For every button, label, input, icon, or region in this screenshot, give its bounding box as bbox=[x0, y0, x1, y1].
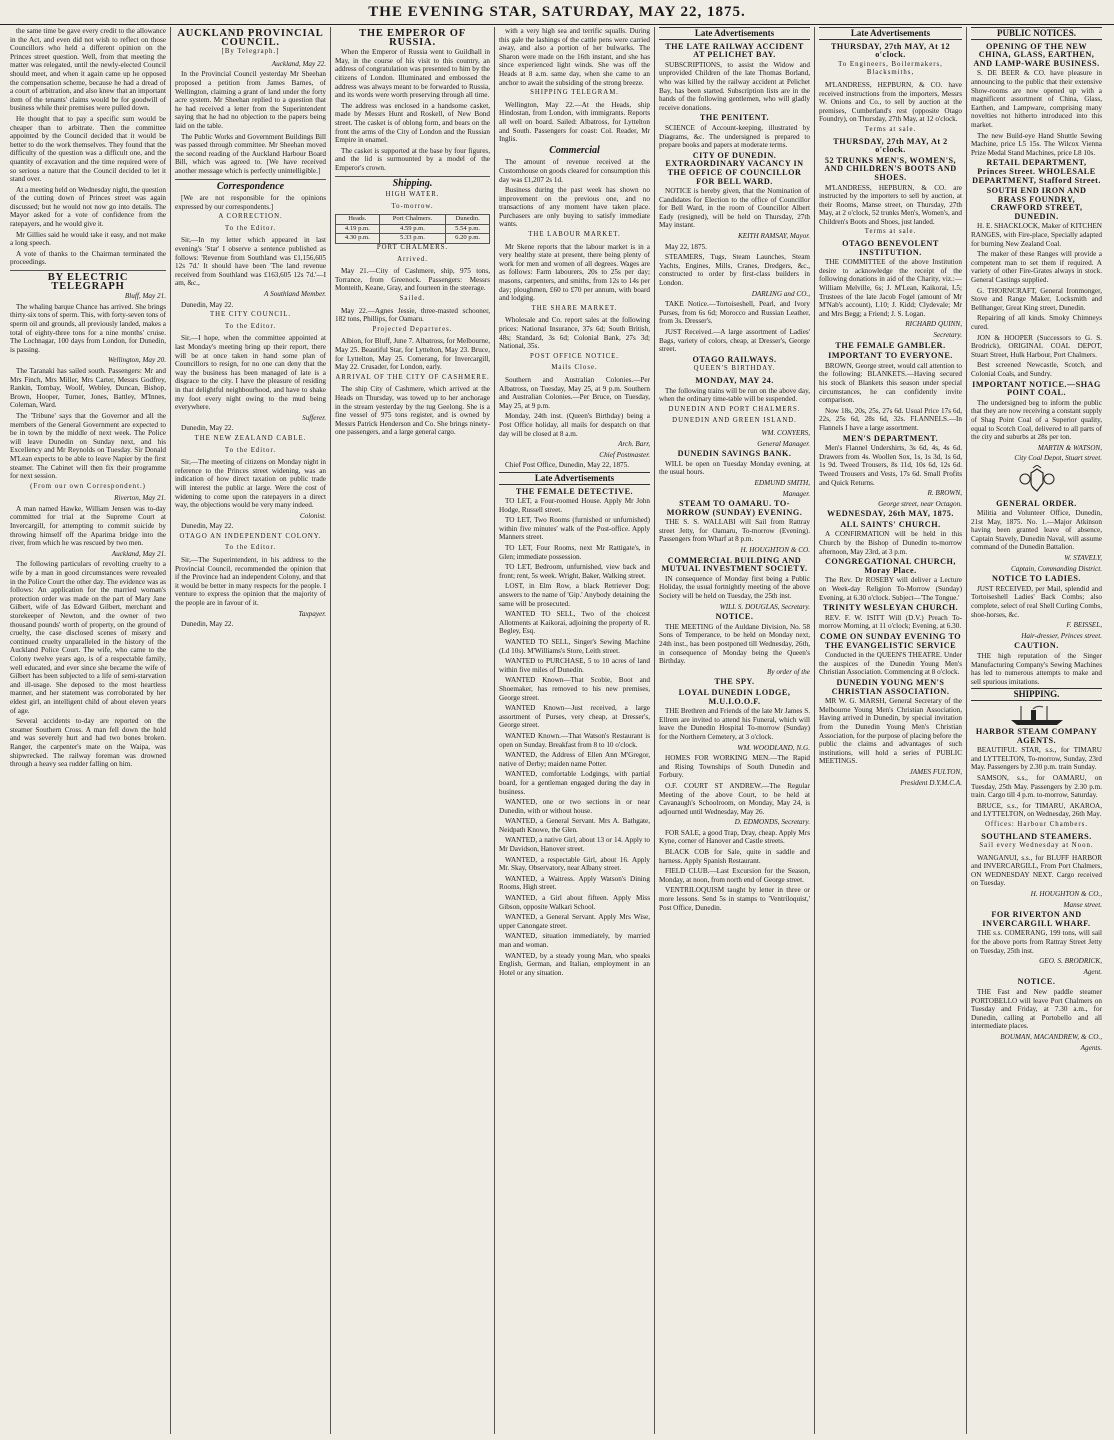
signature: EDMUND SMITH, bbox=[754, 478, 810, 487]
classified-ad: WANTED, a General Servant. Apply Mrs Wise, upper Canongate street. bbox=[499, 913, 650, 930]
article-text: Mr Skene reports that the labour market is in a very healthy state at present, there being plenty of work for men and women of all degrees. Wages are as follows: Farm labourers, 20s to 25s per day; masons, carpenters, and smiths, from 12s to 14s per day; ploughmen, £60 to £70 per annum, with board and lodging. bbox=[499, 242, 650, 303]
masthead: THE EVENING STAR, SATURDAY, MAY 22, 1875. bbox=[0, 0, 1114, 25]
signature: George street, near Octagon. bbox=[878, 499, 962, 508]
ad-text: JUST RECEIVED, per Mail, splendid and Tortoiseshell Ladies' Back Combs; also complete, select of real Shell Curling Combs, shoe-horses, &c. bbox=[971, 584, 1102, 619]
section-heading: THE EMPEROR OF RUSSIA. bbox=[359, 28, 466, 48]
ad-title: CITY OF DUNEDIN. EXTRAORDINARY VACANCY IN THE OFFICE OF COUNCILLOR FOR BELL WARD. bbox=[665, 150, 804, 186]
ad-text: FOR SALE, a good Trap, Dray, cheap. Apply Mrs Kyne, corner of Hanover and Castle streets. bbox=[659, 828, 810, 846]
article-text: Southern and Australian Colonies.—Per Albatross, on Tuesday, May 25, at 9 p.m. Southern and Australian Colonies.—Per Bruce, on Tuesday, May 25, at 9 p.m. bbox=[499, 375, 650, 410]
commercial-heading: Commercial bbox=[549, 144, 600, 156]
letter-text: Sir,—I hope, when the committee appointed at last Monday's meeting bring up their report, there will be at once taken in hand some plan of Councillors to resign, for no one can deny that the way the business has been managed of late is a disgrace to the city. I have the pleasure of residing in that delightful neighbourhood, and have to shake my foot every night owing to the mud being everywhere. bbox=[175, 334, 326, 412]
late-ads-heading: Late Advertisements bbox=[659, 27, 810, 40]
date-line: Chief Post Office, Dunedin, May 22, 1875. bbox=[505, 461, 630, 470]
signature: Manse street. bbox=[1063, 900, 1102, 909]
signature: WM. WOODLAND, N.G. bbox=[737, 743, 810, 752]
ad-text: Conducted in the QUEEN'S THEATRE. Under the auspices of the Dunedin Young Men's Christian Association. Commencing at 8 o'clock. bbox=[819, 651, 962, 677]
ad-title: GENERAL ORDER. bbox=[996, 498, 1077, 508]
article-text: At a meeting held on Wednesday night, the question of the cutting down of Princes street was again discussed; but he would not now go into details. The Mayor asked for a vote of confidence from the ratepayers, and he would give it. bbox=[10, 185, 166, 229]
dateline: Auckland, May 21. bbox=[111, 549, 166, 558]
shipping-text: May 21.—City of Cashmere, ship, 975 tons, Torrance, from Greenock. Passengers: Messrs Monteith, Keane, Gray, and fourteen in the steerage. bbox=[335, 267, 490, 293]
ad-text: M'LANDRESS, HEPBURN, & CO. have received instructions from the importers, Messrs W. Onions and Co., to sell by auction at the premises, Cumberland's rest (opposite Otago Foundry), on Thursday, 27th May, at 12 o'clock. bbox=[819, 80, 962, 124]
late-ads-heading: Late Advertisements bbox=[499, 472, 650, 485]
column-1 bbox=[6, 27, 170, 1434]
ad-title: MEN'S DEPARTMENT. bbox=[842, 433, 939, 443]
ad-text: The undersigned beg to inform the public that they are now receiving a constant supply of Shag Point Coal of a Superior quality, equal to Scotch Coal, delivered to all parts of the city and suburbs at 28s per ton. bbox=[971, 398, 1102, 442]
signature: Secretary. bbox=[933, 331, 962, 339]
ad-text: THE Brethren and Friends of the late Mr James S. Ellrem are invited to attend his Funeral, which will leave the Dunedin Hospital To-morrow (Sunday) for the Northern Cemetery, at 3 o'clock. bbox=[659, 707, 810, 741]
section-subheading: [By Telegraph.] bbox=[221, 48, 280, 56]
classified-ad: WANTED, situation immediately, by married man and woman. bbox=[499, 932, 650, 949]
classified-ad: WANTED, a native Girl, about 13 or 14. Apply to Mr Davidson, Hanover street. bbox=[499, 836, 650, 854]
signature: WM. CONYERS, bbox=[761, 428, 810, 437]
high-water-subheading: To-morrow. bbox=[391, 202, 434, 210]
ad-title: ALL SAINTS' CHURCH. bbox=[840, 519, 941, 529]
letter-heading: THE CITY COUNCIL. bbox=[209, 311, 292, 319]
ad-title: COMMERCIAL BUILDING AND MUTUAL INVESTMENT SOCIETY. bbox=[661, 555, 808, 574]
article-text: The Taranaki has sailed south. Passengers: Mr and Mrs Finch, Mrs Miller, Mrs Carter, Messrs Godfrey, Rankin, Tombay, Woolf, Webley, Duncan, Bishop, Brown, Hooper, Turner, Jones, Battley, M'Innes, Coleman, Ward. bbox=[10, 366, 166, 410]
correspondent-note: (From our own Correspondent.) bbox=[30, 482, 146, 490]
ad-text: The maker of these Ranges will provide a competent man to set them if required. A variety of other Fire-Grates always in stock. General Castings supplied. bbox=[971, 250, 1102, 285]
ad-text: WANGANUI, s.s., for BLUFF HARBOR and INVERCARGILL, From Port Chalmers, ON WEDNESDAY NEXT. Cargo received on Tuesday. bbox=[971, 853, 1102, 888]
letter-heading: THE NEW ZEALAND CABLE. bbox=[194, 434, 307, 442]
article-text: In the Provincial Council yesterday Mr Sheehan proposed a petition from James Barnes, of Wellington, claiming a grant of land under the forty acre system. Mr Sheehan replied to a question that he had received a letter from the Superintendent saying that he had no objection to the papers being laid on the table. bbox=[175, 70, 326, 130]
ad-title: FOR RIVERTON AND INVERCARGILL WHARF. bbox=[982, 910, 1091, 928]
table-cell: 4.30 p.m. bbox=[336, 234, 380, 244]
column-7 bbox=[966, 27, 1106, 1434]
ad-text: NOTICE is hereby given, that the Nomination of Candidates for Election to the office of Councillor for Bell Ward, in the room of Councillor Albert Eady (resigned), will be held on Thursday, 27th May instant. bbox=[659, 187, 810, 230]
shipping-heading: SHIPPING. bbox=[971, 688, 1102, 701]
arrived-heading: Arrived. bbox=[397, 255, 428, 263]
letter-addressee: To the Editor. bbox=[224, 224, 277, 232]
signature: MARTIN & WATSON, bbox=[1037, 443, 1102, 452]
ad-text: HOMES FOR WORKING MEN.—The Rapid and Rising Townships of South Dunedin and Forbury. bbox=[659, 754, 810, 780]
table-cell: 5.54 p.m. bbox=[446, 224, 490, 234]
ad-terms: Terms at sale. bbox=[864, 228, 917, 236]
article-text: He thought that to pay a specific sum would be cheaper than to arbitrate. Then the committee appointed by the Council decided that it would be better to do the work themselves. They found that the difficulty of the question was a difficult one, and the quantity of excavation and the time required were of so serious a nature that the Council decided to let it stand over. bbox=[10, 114, 166, 184]
ad-title: RETAIL DEPARTMENT, Princes Street. WHOLESALE DEPARTMENT, Stafford Street. bbox=[972, 158, 1101, 185]
ad-title: 52 TRUNKS MEN'S, WOMEN'S, AND CHILDREN'S BOOTS AND SHOES. bbox=[824, 155, 957, 182]
article-text: A vote of thanks to the Chairman terminated the proceedings. bbox=[10, 249, 166, 267]
signature: City Coal Depot, Stuart street. bbox=[1014, 454, 1102, 463]
ad-title: STEAM TO OAMARU. TO-MORROW (SUNDAY) EVENING. bbox=[666, 499, 803, 517]
letter-signature: Colonist. bbox=[299, 511, 326, 520]
ad-text: THE Fast and New paddle steamer PORTOBELLO will leave Port Chalmers on Tuesday and Friday, at 7.30 a.m., for Dunedin, calling at Portobello and all intermediate places. bbox=[971, 988, 1102, 1031]
ad-text: SUBSCRIPTIONS, to assist the Widow and unprovided Children of the late Thomas Borland, who was killed by the railway accident at Pelichet Bay, has been started. Subscription lists are in the hands of the following gentlemen, who will gladly receive donations. bbox=[659, 60, 810, 112]
signature: D. EDMONDS, Secretary. bbox=[734, 818, 810, 827]
ad-subtitle: Sail every Wednesday at Noon. bbox=[979, 842, 1094, 850]
ad-subtitle: QUEEN'S BIRTHDAY. bbox=[693, 365, 776, 373]
table-cell: 6.20 p.m. bbox=[446, 234, 490, 244]
signature: President D.Y.M.C.A. bbox=[900, 778, 962, 787]
ad-text: The Rev. Dr ROSEBY will deliver a Lecture on Week-day Religion To-Morrow (Sunday) Evening, at 6.30 o'clock. Subject—'The Tongue.' bbox=[819, 576, 962, 602]
ad-text: THE MEETING of the Auldane Division, No. 58 Sons of Temperance, to be held on Monday next, 24th inst., has been postponed till Wednesday, 26th, in consequence of Monday being the Queen's Birthday. bbox=[659, 622, 810, 666]
column-3 bbox=[330, 27, 494, 1434]
article-text: Wholesale and Co. report sales at the following prices: National Insurance, 37s 6d; South British, 48s; Standard, 3s 6d; Colonial Bank, 27s 3d; National, 35s. bbox=[499, 316, 650, 351]
ad-text: JON & HOOPER (Successors to G. S. Brodrick), ORIGINAL COAL DEPOT, Stuart Street, Hulk Harbour, Port Chalmers. bbox=[971, 333, 1102, 359]
ad-title: NOTICE. bbox=[1017, 977, 1056, 987]
ad-text: BLACK COB for Sale, quite in saddle and harness. Apply Spanish Restaurant. bbox=[659, 848, 810, 865]
ad-title: WEDNESDAY, 26th MAY, 1875. bbox=[827, 509, 954, 519]
high-water-heading: HIGH WATER. bbox=[385, 191, 440, 199]
ad-text: O.F. COURT ST ANDREW.—The Regular Meeting of the above Court, to be held at Cavanaugh's Schoolroom, on Monday, May 24, is adjourned until Wednesday, May 26. bbox=[659, 781, 810, 816]
ad-text: REV. F. W. ISITT Will (D.V.) Preach To-morrow Morning, at 11 o'clock; Evening, at 6.30. bbox=[819, 613, 962, 631]
ad-subtitle: To Engineers, Boilermakers, Blacksmiths, bbox=[838, 60, 943, 77]
article-text: Business during the past week has shown no improvement on the previous one, and no transactions of any moment have taken place. Purchasers are only buying to satisfy immediate wants. bbox=[499, 186, 650, 229]
date-line: May 22, 1875. bbox=[665, 242, 707, 251]
steamship-icon bbox=[971, 704, 1102, 726]
article-text: Monday, 24th inst. (Queen's Birthday) being a Post Office holiday, all mails for despatch on that day will be closed at 8 a.m. bbox=[499, 412, 650, 438]
section-heading: BY ELECTRIC TELEGRAPH bbox=[47, 272, 129, 292]
signature: GEO. S. BRODRICK, bbox=[1039, 957, 1102, 966]
letter-signature: Sufferer. bbox=[302, 413, 326, 422]
signature: R. BROWN, bbox=[927, 489, 962, 498]
departures-heading: Projected Departures. bbox=[372, 325, 453, 333]
signature: H. HOUGHTON & CO., bbox=[1030, 890, 1102, 899]
arrival-heading: ARRIVAL OF THE CITY OF CASHMERE. bbox=[335, 373, 490, 381]
letter-date: Dunedin, May 22. bbox=[181, 300, 234, 309]
letter-addressee: To the Editor. bbox=[224, 322, 277, 330]
port-heading: PORT CHALMERS. bbox=[376, 244, 449, 252]
offices-line: Offices: Harbour Chambers. bbox=[984, 820, 1089, 828]
signature: DARLING and CO., bbox=[751, 289, 810, 298]
ad-title: NOTICE TO LADIES. bbox=[992, 574, 1081, 584]
ad-title: THE LATE RAILWAY ACCIDENT AT PELICHET BAY. bbox=[665, 41, 804, 60]
shipping-text: May 22.—Agnes Jessie, three-masted schooner, 182 tons, Phillips, for Oamaru. bbox=[335, 306, 490, 324]
ad-text: Militia and Volunteer Office, Dunedin, 21st May, 1875. No. 1.—Major Atkinson having been granted leave of absence, Captain Stavely, Dunedin Naval, will assume command of the Dunedin Battalion. bbox=[971, 509, 1102, 552]
ad-text: Now 18s, 20s, 25s, 27s 6d. Usual Price 17s 6d, 22s, 25s 6d, 28s 6d, 32s. FLANNELS.—In Flannels I have a large assortment. bbox=[819, 406, 962, 432]
ad-title: HARBOR STEAM COMPANY AGENTS. bbox=[975, 726, 1098, 745]
ad-title: DUNEDIN YOUNG MEN'S CHRISTIAN ASSOCIATION. bbox=[831, 677, 950, 696]
classified-ad: WANTED, by a steady young Man, who speaks English, German, and Italian, employment in an Hotel or any situation. bbox=[499, 951, 650, 977]
signature: By order of the bbox=[766, 667, 810, 676]
ad-text: MR W. G. MARSH, General Secretary of the Melbourne Young Men's Christian Association, Having arrived in Dunedin, by special invitation from the Dunedin Young Men's Christian Association, for the purpose of placing before the public the claims and advantages of such institutions, will hold a series of PUBLIC MEETINGS. bbox=[819, 697, 962, 766]
share-heading: THE SHARE MARKET. bbox=[531, 304, 618, 312]
classified-ad: WANTED Known.—That Watson's Restaurant is open on Sunday. Breakfast from 8 to 10 o'clock. bbox=[499, 731, 650, 749]
signature: Hair-dresser, Princes street. bbox=[1021, 631, 1102, 640]
ad-text: M'LANDRESS, HEPBURN, & CO. are instructed by the importers to sell by auction, at their Rooms, Manse street, on Thursday, 27th May, at 2 o'clock, 52 trunks Men's, Women's, and Children's Boots and Shoes, just landed. bbox=[819, 183, 962, 226]
article-text: Wellington, May 22.—At the Heads, ship Hindostan, from London, with immigrants. Reports all well on board. Sailed: Albatross, for Lyttelton and South. Passengers for coast: Col. Reader, Mr Inglis. bbox=[499, 100, 650, 144]
ad-title: COME ON SUNDAY EVENING TO THE EVANGELISTIC SERVICE bbox=[819, 632, 962, 650]
ad-title: OTAGO RAILWAYS. bbox=[692, 354, 777, 364]
labour-heading: THE LABOUR MARKET. bbox=[528, 231, 621, 239]
signature: H. HOUGHTON & CO. bbox=[740, 546, 810, 555]
sailed-heading: Sailed. bbox=[399, 295, 426, 303]
signature: JAMES FULTON, bbox=[909, 767, 962, 776]
signature: W. STAVELY, bbox=[1064, 554, 1102, 563]
column-6 bbox=[814, 27, 966, 1434]
ad-text: BEAUTIFUL STAR, s.s., for TIMARU and LYTTELTON, To-morrow, Sunday, 23rd May. Passengers by 2.30 p.m. train Sunday. bbox=[971, 746, 1102, 772]
signature: Agents. bbox=[1080, 1043, 1102, 1052]
classified-ad: TO LET, a Four-roomed House. Apply Mr John Hodge, Russell street. bbox=[499, 497, 650, 514]
high-water-table bbox=[335, 214, 490, 244]
ad-terms: Terms at sale. bbox=[864, 125, 917, 133]
classified-ad: LOST, in Elm Row, a black Retriever Dog; answers to the name of 'Gip.' Anybody detaining the same will be prosecuted. bbox=[499, 582, 650, 608]
ad-text: VENTRILOQUISM taught by letter in three or more lessons. Send 5s in stamps to 'Ventriloquist,' Post Office, Dunedin. bbox=[659, 886, 810, 912]
ad-text: JUST Received.—A large assortment of Ladies' Bags, variety of colors, cheap, at Dresser's, George street. bbox=[659, 328, 810, 354]
ad-title: THURSDAY, 27th MAY, At 12 o'clock. bbox=[830, 41, 951, 60]
ad-text: BROWN, George street, would call attention to the following: BLANKETS.—Having secured his stock of Blankets this season under special circumstances, he can confidently invite comparison. bbox=[819, 361, 962, 405]
ad-text: SAMSON, s.s., for OAMARU, on Tuesday, 25th May. Passengers by 2.30 p.m. train. Cargo till 4 p.m. to-morrow, Saturday. bbox=[971, 773, 1102, 800]
ad-title: DUNEDIN SAVINGS BANK. bbox=[677, 449, 792, 459]
ad-text: FIELD CLUB.—Last Excursion for the Season, Monday, at noon, from north end of George street. bbox=[659, 867, 810, 884]
ad-title: IMPORTANT TO EVERYONE. bbox=[828, 351, 953, 361]
classified-ad: WANTED to PURCHASE, 5 to 10 acres of land within five miles of Dunedin. bbox=[499, 657, 650, 674]
ad-title: THE PENITENT. bbox=[699, 113, 770, 123]
classified-ad: WANTED TO SELL, Two of the choicest Allotments at Kaikorai, adjoining the property of R. Begley, Esq. bbox=[499, 610, 650, 636]
letter-heading: OTAGO AN INDEPENDENT COLONY. bbox=[179, 532, 322, 540]
dateline: Bluff, May 21. bbox=[124, 292, 166, 301]
letter-addressee: To the Editor. bbox=[224, 446, 277, 454]
signature: Manager. bbox=[782, 489, 810, 498]
ad-text: STEAMERS, Tugs, Steam Launches, Steam Yachts, Engines, Mills, Cranes, Dredgers, &c., constructed to order by first-class builders in London. bbox=[659, 253, 810, 288]
telegram-heading: SHIPPING TELEGRAM. bbox=[530, 89, 619, 97]
rail-line: DUNEDIN AND PORT CHALMERS. bbox=[668, 405, 801, 413]
table-cell: 5.33 p.m. bbox=[379, 234, 446, 244]
article-text: The following particulars of revolting cruelty to a wife by a man in good circumstances were revealed in the Police Court the other day. The evidence was as follows: An application for the married woman's protection order was made on the part of Mary Jane Gilbert, wife of Jas Edward Gilbert, merchant and storekeeper of Newton, and the owner of two thousand pounds' worth of property, on the ground of cruelty, the case disclosed scenes of misery and continued cruelty unparalleled in the history of the Auckland Police Court. The wife, who came to the Colony twelve years ago, is of a respectable family, well educated, and ever since she became the wife of Gilbert has been subjected to a life of semi-starvation and ill-usage. She deposed to the most heartless manner, and her statement was corroborated by her eldest girl, an intelligent child of about eleven years of age. bbox=[10, 560, 166, 715]
ad-text: TAKE Notice.—Tortoiseshell, Pearl, and Ivory Purses, from 6s 6d; Morocco and Russian Leather, from 3s. Dresser's. bbox=[659, 300, 810, 326]
correspondence-heading: Correspondence bbox=[216, 180, 285, 192]
ad-text: A CONFIRMATION will be held in this Church by the Bishop of Dunedin to-morrow afternoon, May 23rd, at 3 p.m. bbox=[819, 530, 962, 556]
divider bbox=[175, 179, 326, 180]
ad-text: THE S. S. WALLABI will Sail from Rattray street Jetty, for Oamaru, To-morrow (Evening). Passengers from Wharf at 8 p.m. bbox=[659, 518, 810, 544]
dateline: Riverton, May 21. bbox=[114, 494, 166, 503]
ad-text: The new Build-eye Hand Shuttle Sewing Machine, price L5 15s. The Wilcox Vienna Prize Medal Stand Machines, price L8 10s. bbox=[971, 131, 1102, 157]
ad-title: SOUTHLAND STEAMERS. bbox=[981, 831, 1092, 841]
letter-heading: A CORRECTION. bbox=[218, 213, 283, 221]
ad-title: CAUTION. bbox=[1014, 641, 1059, 651]
dateline: Wellington, May 20. bbox=[107, 356, 166, 365]
editorial-note: [We are not responsible for the opinions expressed by our correspondents.] bbox=[175, 194, 326, 211]
dateline: Auckland, May 22. bbox=[271, 59, 326, 68]
letter-date: Dunedin, May 22. bbox=[181, 424, 234, 433]
classified-ad: WANTED, a Waitress. Apply Watson's Dining Rooms, High street. bbox=[499, 874, 650, 892]
ad-title: IMPORTANT NOTICE.—SHAG POINT COAL. bbox=[972, 379, 1101, 398]
ad-title: OTAGO BENEVOLENT INSTITUTION. bbox=[842, 239, 939, 257]
classified-ad: TO LET, Bedroom, unfurnished, view back and front; rent, 5s week. Wright, Baker, Walking street. bbox=[499, 563, 650, 580]
column-4 bbox=[494, 27, 654, 1434]
ad-text: THE high reputation of the Singer Manufacturing Company's Sewing Machines has led to numerous attempts to make and sell spurious imitations. bbox=[971, 652, 1102, 686]
article-text: The amount of revenue received at the Customhouse on goods cleared for consumption this day was £1,207 2s 1d. bbox=[499, 158, 650, 184]
ad-text: IN consequence of Monday first being a Public Holiday, the usual fortnightly meeting of the above Society will be held on Tuesday, the 25th inst. bbox=[659, 574, 810, 601]
rail-line: DUNEDIN AND GREEN ISLAND. bbox=[672, 417, 797, 425]
article-text: with a very high sea and terrific squalls. During this gale the lashings of the cattle pens were carried away, and also a portion of her bulwarks. The Sharon were made on the 16th instant, and she has since experienced light winds. She was off the Heads at 8 a.m. same day, when she came to an anchor to await the subsiding of the strong breeze. bbox=[499, 27, 650, 87]
signature: RICHARD QUINN, bbox=[905, 320, 962, 329]
ad-text: THE s.s. COMERANG, 199 tons, will sail for the above ports from Rattray Street Jetty on Tuesday, 25th inst. bbox=[971, 929, 1102, 955]
ad-text: Men's Flannel Undershirts, 3s 6d, 4s, 4s 6d. Drawers from 4s. Woollen Sox, 1s, 1s 3d, 1s 6d, 1s 9d. Tweed Trousers, 8s 11d, 10s 6d, 12s 6d. Tweed Trousers and Vests, 17s 6d. Small Profits and Quick Returns. bbox=[819, 444, 962, 487]
letter-text: Sir,—The meeting of citizens on Monday night in reference to the Princes street widening, was an indication of how direct taxation on public trade will interest the public at large. Were the cost of widening to come upon the ratepayers in a direct way, the objections would be very many indeed. bbox=[175, 458, 326, 510]
ad-title: TRINITY WESLEYAN CHURCH. bbox=[822, 603, 959, 613]
royal-arms-icon bbox=[971, 465, 1102, 498]
signature: Chief Postmaster. bbox=[599, 450, 650, 459]
ad-text: WILL be open on Tuesday Monday evening, at the usual hours. bbox=[659, 459, 810, 477]
ad-text: H. E. SHACKLOCK, Maker of KITCHEN RANGES, with Fire-place, Specially adapted for burning New Zealand Coal. bbox=[971, 222, 1102, 248]
divider bbox=[10, 270, 166, 271]
article-text: The 'Tribune' says that the Governor and all the members of the General Government are expected to be in town by the middle of next week. The Police will leave Dunedin on Sunday next, and his Excellency and Mr Reynolds on Tuesday. Sir Donald M'Lean expects to be able to leave Napier by the first steamer. The Cabinet will then fix their programme for next session. bbox=[10, 411, 166, 481]
ad-title: LOYAL DUNEDIN LODGE, M.U.I.O.O.F. bbox=[678, 687, 791, 706]
letter-signature: Taxpayer. bbox=[298, 609, 326, 618]
ad-title: NOTICE. bbox=[715, 612, 754, 622]
shipping-heading: Shipping. bbox=[392, 177, 433, 189]
classified-ad: WANTED TO SELL, Singer's Sewing Machine (Ld 10s). M'Williams's Store, Leith street. bbox=[499, 638, 650, 655]
post-heading: POST OFFICE NOTICE. bbox=[530, 352, 619, 360]
classified-ad: WANTED, a respectable Girl, about 16. Apply Mr. Skay, Observatory, near Albany street. bbox=[499, 855, 650, 873]
ad-text: SCIENCE of Account-keeping, illustrated by Diagrams, &c. The undersigned is prepared to prepare books and papers at moderate terms. bbox=[659, 123, 810, 150]
column-2 bbox=[170, 27, 330, 1434]
signature: Agent. bbox=[1083, 967, 1102, 976]
ad-text: THE COMMITTEE of the above Institution desire to acknowledge the receipt of the following donations in aid of the Charity, viz.:— William Melville, 6s; J. M'Lean, Kaikorai, L5; Trustees of the late Jacob Fogel (amount of Mr M'Nab's account), L10; J. Kidd; Clydevale; Mr and Mrs Begg; a Friend; J. S. Logan. bbox=[819, 258, 962, 318]
ad-text: The following trains will be run on the above day, when the ordinary time-table will be suspended. bbox=[659, 386, 810, 404]
classified-ad: WANTED, the Address of Ellen Ann M'Gregor, native of Derby; maiden name Potter. bbox=[499, 751, 650, 768]
signature: F. BEISSEL, bbox=[1066, 621, 1102, 630]
article-text: The Public Works and Government Buildings Bill was passed through committee. Mr Sheehan moved the second reading of the Auckland Harbour Board Bill, which was agreed to. [We have received another message which is perfectly unintelligible.] bbox=[175, 132, 326, 175]
ad-text: S. DE BEER & CO. have pleasure in announcing to the public that their extensive Show-rooms are now opened up with a magnificent assortment of China, Glass, Earthen, and Lampware, comprising many novelties not hitherto introduced into this market. bbox=[971, 69, 1102, 129]
classified-ad: WANTED, comfortable Lodgings, with partial board, for a gentleman engaged during the day in business. bbox=[499, 770, 650, 796]
signature: BOUMAN, MACANDREW, & CO., bbox=[1000, 1032, 1102, 1041]
table-cell: 4.19 p.m. bbox=[336, 224, 380, 234]
ad-title: THURSDAY, 27th MAY, At 2 o'clock. bbox=[833, 136, 948, 155]
classified-ad: TO LET, Two Rooms (furnished or unfurnished) within five minutes' walk of the Post-office. Apply Manners street. bbox=[499, 516, 650, 542]
signature: Captain, Commanding District. bbox=[1010, 564, 1102, 573]
article-text: When the Emperor of Russia went to Guildhall in May, in the course of his visit to this country, an address of congratulation was presented to him by the citizens of London. Illuminated and embossed the address was always meant to be forwarded to Russia, and its words were worth preserving through all time. bbox=[335, 48, 490, 100]
table-header: Port Chalmers. bbox=[379, 215, 446, 225]
classified-ad: WANTED, a General Servant. Mrs A. Bathgate, Neidpath Knowe, the Glen. bbox=[499, 817, 650, 834]
section-heading: AUCKLAND PROVINCIAL COUNCIL. bbox=[177, 28, 324, 48]
table-header: Dunedin. bbox=[446, 215, 490, 225]
post-subheading: Mails Close. bbox=[551, 364, 598, 372]
ad-text: Repairing of all kinds. Smoky Chimneys cured. bbox=[971, 314, 1102, 331]
ad-text: Best screened Newcastle, Scotch, and Colonial Coals, and Sundry. bbox=[971, 361, 1102, 378]
column-5 bbox=[654, 27, 814, 1434]
letter-signature: A Southland Member. bbox=[264, 290, 326, 299]
classified-ad: WANTED Known—Just received, a large assortment of Purses, very cheap, at Dresser's, George street. bbox=[499, 704, 650, 730]
classified-ad: TO LET, Four Rooms, next Mr Rattigate's, in Glen; immediate possession. bbox=[499, 544, 650, 561]
letter-text: Sir,—In my letter which appeared in last evening's 'Star' I observe a sentence published as follows: 'Revenue from Southland was £1,156,605 12s 7d.' It should have been 'The land revenue received from Southland was £163,605 12s 7d.'—I am, &c., bbox=[175, 236, 326, 288]
shipping-text: The ship City of Cashmere, which arrived at the Heads on Thursday, was towed up to her anchorage in the stream yesterday by the tug Geelong. She is a fine vessel of 975 tons register, and is owned by Messrs Patrick Henderson and Co. She brings ninety-one passengers, and a large general cargo. bbox=[335, 385, 490, 437]
article-text: A man named Hawke, William Jensen was to-day committed for trial at the Supreme Court at Invercargill, for attempting to commit suicide by throwing himself off the Aparima bridge into the river, from which he was rescued by two men. bbox=[10, 504, 166, 548]
article-text: Mr Gillies said he would take it easy, and not make a long speech. bbox=[10, 230, 166, 248]
ad-text: BRUCE, s.s., for TIMARU, AKAROA, and LYTTELTON, on Wednesday, 26th May. bbox=[971, 801, 1102, 819]
ad-title: THE FEMALE GAMBLER. bbox=[835, 340, 946, 350]
letter-date: Dunedin, May 22. bbox=[181, 620, 234, 629]
ad-title: OPENING OF THE NEW CHINA, GLASS, EARTHEN, AND LAMP-WARE BUSINESS. bbox=[973, 41, 1100, 68]
article-text: The casket is supported at the base by four figures, and the lid is surmounted by a model of the Emperor's crown. bbox=[335, 146, 490, 172]
classified-ad: WANTED, a Girl about fifteen. Apply Miss Gibson, opposite Walkari School. bbox=[499, 894, 650, 911]
ad-title: MONDAY, MAY 24. bbox=[695, 375, 774, 385]
shipping-text: Albion, for Bluff, June 7. Albatross, for Melbourne, May 25. Beautiful Star, for Lyttelton, May 23. Bruce, for Lyttelton, May 25. Comerang, for Invercargill, May 22. Crusader, for London, early. bbox=[335, 337, 490, 372]
letter-text: Sir,—The Superintendent, in his address to the Provincial Council, recommended the opinion that if the Province had an independent Colony, and that it would be better in many respects for the people. I venture to express the opinion that the majority of the people are in favour of it. bbox=[175, 556, 326, 608]
signature: KEITH RAMSAY, Mayor. bbox=[737, 232, 810, 241]
public-notices-heading: PUBLIC NOTICES. bbox=[971, 27, 1102, 40]
ad-title: THE SPY. bbox=[714, 677, 755, 687]
ad-title: SOUTH END IRON AND BRASS FOUNDRY, CRAWFORD STREET, DUNEDIN. bbox=[986, 186, 1087, 221]
article-text: The whaling barque Chance has arrived. She brings thirty-six tons of sperm. This, with forty-seven tons of sperm oil and grounds, all previously landed, makes a total of eighty-three tons for a nine months' cruise. The Lochnagar, 100 days from London, for Dunedin, is passing. bbox=[10, 302, 166, 354]
classified-ad: WANTED, one or two sections in or near Dunedin, with or without house. bbox=[499, 798, 650, 815]
article-text: the same time be gave every credit to the allowance in the Act, and even did not wish to reflect on those Councillors who held a different opinion on the Princes street question. Well, from that meeting the matter was relegated, until the newly-elected Council should meet, and when it again came up he opposed the compensation scheme, because he had a dread of a court of arbitration, and also knew that an important item of the tenants' claims would be for goodwill of business while their premises were pulled down. bbox=[10, 27, 166, 113]
ad-text: G. THORNCRAFT, General Ironmonger, Stove and Range Maker, Locksmith and Bellhanger, Great King street, Dunedin. bbox=[971, 286, 1102, 312]
letter-date: Dunedin, May 22. bbox=[181, 522, 234, 531]
article-text: Several accidents to-day are reported on the steamer Southern Cross. A man fell down the hold and was severely hurt and had two bones broken. Ranger, the carpenter's mate on the Waipa, was shipwrecked. The railway foreman was drowned through a heavy sea rudder falling on him. bbox=[10, 717, 166, 769]
article-text: The address was enclosed in a handsome casket, made by Messrs Hunt and Roskell, of New Bond street. The casket is of oblong form, and bears on the front the arms of the City of London and the Russian Empire in enamel. bbox=[335, 101, 490, 145]
signature: WILL S. DOUGLAS, Secretary. bbox=[719, 602, 810, 611]
classified-ad: WANTED Known—That Scobie, Boot and Shoemaker, has removed to his new premises, George street. bbox=[499, 676, 650, 702]
ad-title: THE FEMALE DETECTIVE. bbox=[515, 486, 634, 496]
letter-addressee: To the Editor. bbox=[224, 544, 277, 552]
ad-title: CONGREGATIONAL CHURCH, Moray Place. bbox=[825, 557, 956, 575]
columns bbox=[6, 27, 1108, 1434]
table-header: Heads. bbox=[336, 215, 380, 225]
divider bbox=[335, 176, 490, 177]
late-ads-heading: Late Advertisements bbox=[819, 27, 962, 40]
signature: General Manager. bbox=[757, 439, 810, 448]
signature: Arch. Barr, bbox=[618, 440, 650, 449]
table-cell: 4.59 p.m. bbox=[379, 224, 446, 234]
